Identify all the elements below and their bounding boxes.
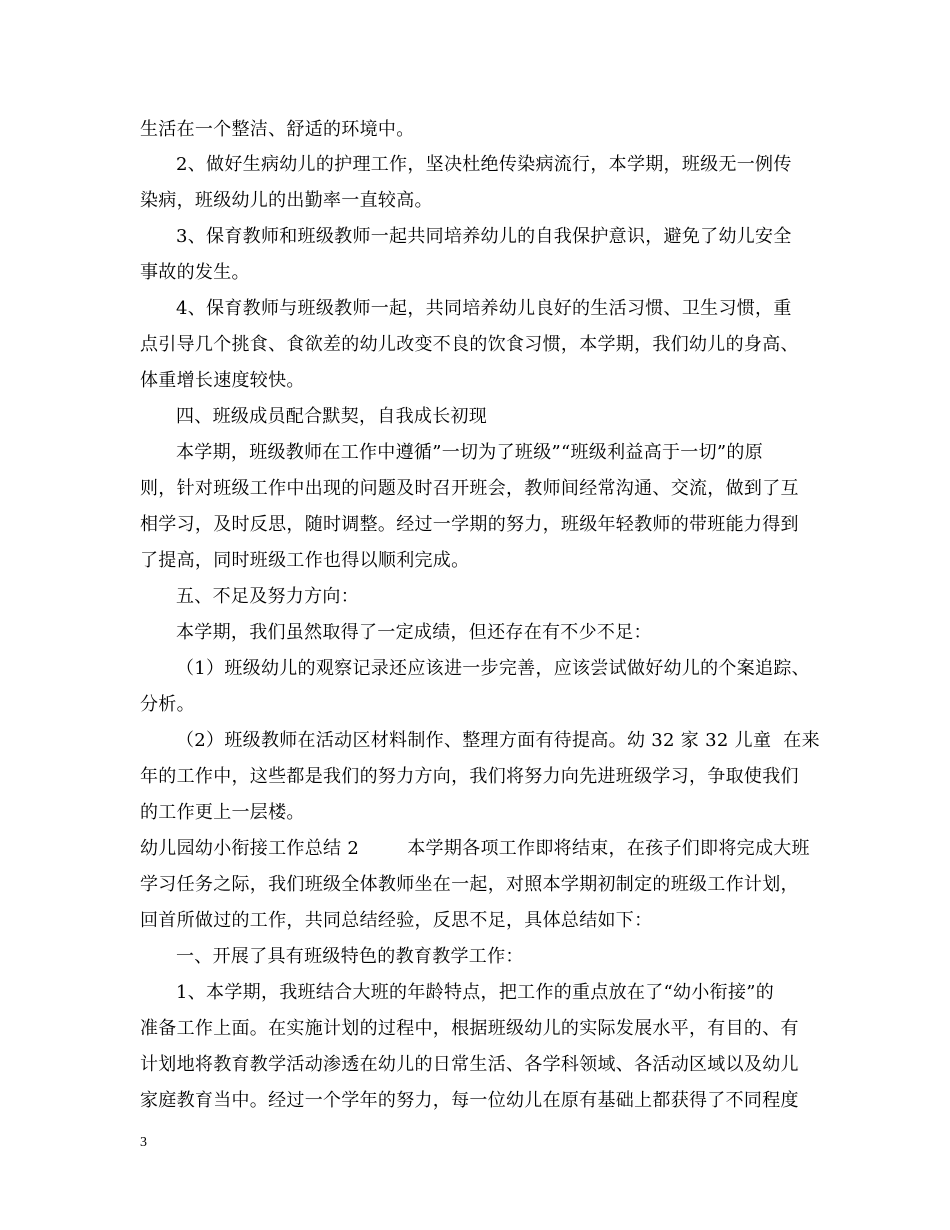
text-line: 的工作更上一层楼。 (140, 802, 305, 823)
text-line: 体重增长速度较快。 (140, 370, 305, 391)
section-heading: 一、开展了具有班级特色的教育教学工作： (176, 946, 524, 967)
text-line: 染病，班级幼儿的出勤率一直较高。 (140, 190, 433, 211)
text-line: 准备工作上面。在实施计划的过程中，根据班级幼儿的实际发展水平，有目的、有 (140, 1018, 799, 1039)
text-line: 3、保育教师和班级教师一起共同培养幼儿的自我保护意识，避免了幼儿安全 (176, 226, 792, 247)
text-line: 了提高，同时班级工作也得以顺利完成。 (140, 550, 470, 571)
text-line: 2、做好生病幼儿的护理工作，坚决杜绝传染病流行，本学期，班级无一例传 (176, 154, 792, 175)
text-line: 点引导几个挑食、食欲差的幼儿改变不良的饮食习惯，本学期，我们幼儿的身高、 (140, 334, 799, 355)
text-line: 学习任务之际，我们班级全体教师坐在一起，对照本学期初制定的班级工作计划， (140, 874, 799, 895)
text-line: 分析。 (140, 694, 195, 715)
section-heading: 四、班级成员配合默契，自我成长初现 (176, 406, 488, 427)
text-line: 年的工作中，这些都是我们的努力方向，我们将努力向先进班级学习，争取使我们 (140, 766, 799, 787)
text-line: 4、保育教师与班级教师一起，共同培养幼儿良好的生活习惯、卫生习惯，重 (176, 298, 792, 319)
text-line: 计划地将教育教学活动渗透在幼儿的日常生活、各学科领域、各活动区域以及幼儿 (140, 1054, 799, 1075)
text-line: 1、本学期，我班结合大班的年龄特点，把工作的重点放在了“幼小衔接”的 (176, 982, 775, 1003)
text-line: （2）班级教师在活动区材料制作、整理方面有待提高。幼 32 家 32 儿童 在来 (176, 730, 820, 751)
text-line: 家庭教育当中。经过一个学年的努力，每一位幼儿在原有基础上都获得了不同程度 (140, 1090, 799, 1111)
page-number: 3 (140, 1135, 147, 1150)
text-line: （1）班级幼儿的观察记录还应该进一步完善，应该尝试做好幼儿的个案追踪、 (176, 658, 810, 679)
text-line: 本学期，我们虽然取得了一定成绩，但还存在有不少不足： (176, 622, 652, 643)
text-line: 事故的发生。 (140, 262, 250, 283)
text-line: 回首所做过的工作，共同总结经验，反思不足，具体总结如下： (140, 910, 653, 931)
text-line: 本学期，班级教师在工作中遵循”一切为了班级”“班级利益高于一切”的原 (176, 442, 764, 463)
text-line: 则，针对班级工作中出现的问题及时召开班会，教师间经常沟通、交流，做到了互 (140, 478, 799, 499)
section-heading: 五、不足及努力方向： (176, 586, 359, 607)
text-line: 幼儿园幼小衔接工作总结 2 本学期各项工作即将结束，在孩子们即将完成大班 (140, 838, 810, 859)
text-line: 相学习，及时反思，随时调整。经过一学期的努力，班级年轻教师的带班能力得到 (140, 514, 799, 535)
text-line: 生活在一个整洁、舒适的环境中。 (140, 119, 415, 140)
